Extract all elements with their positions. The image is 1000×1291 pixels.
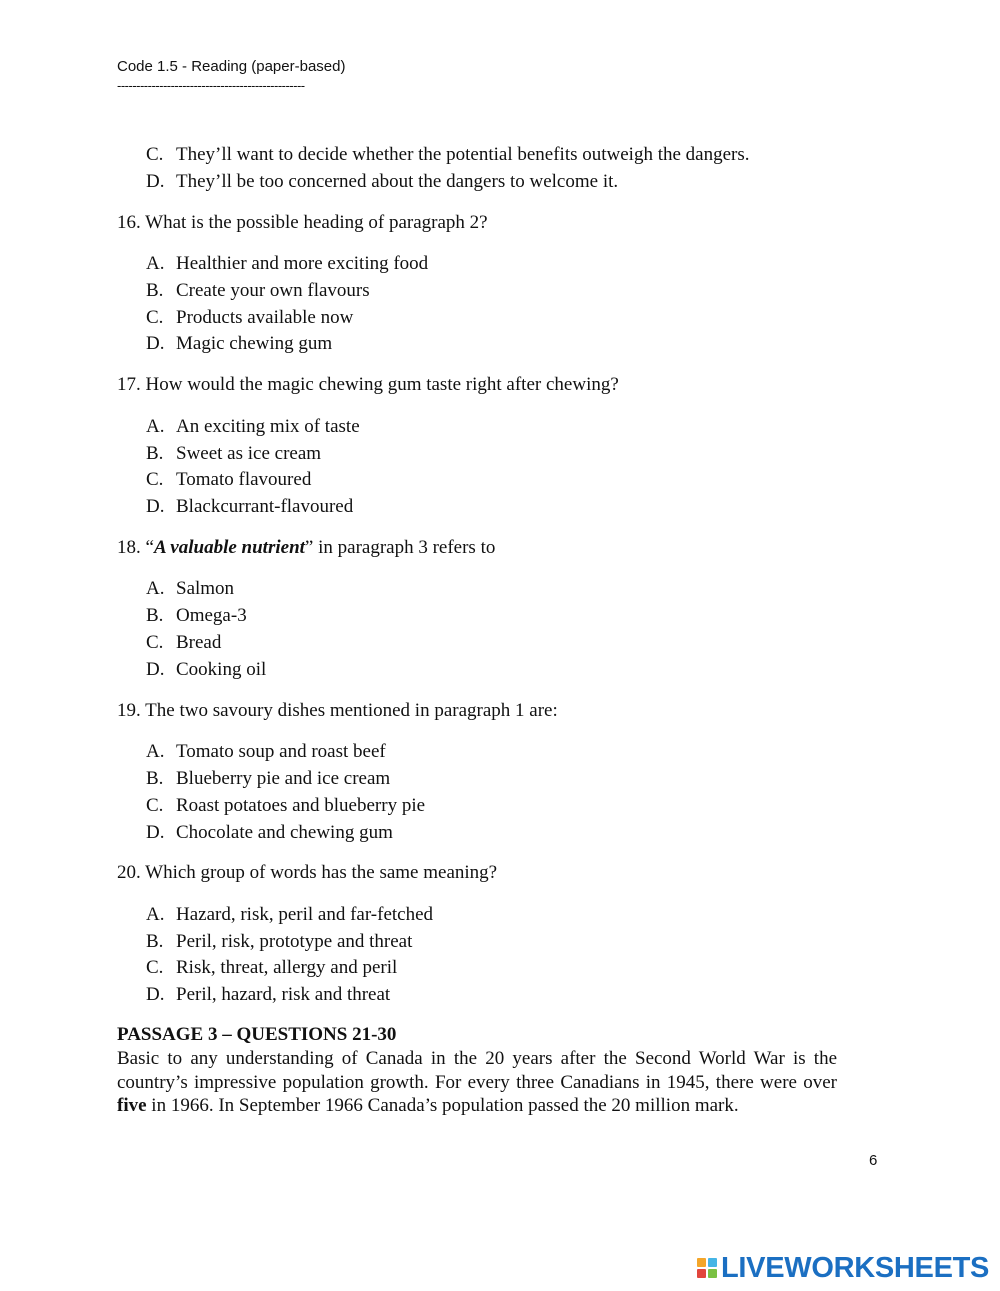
- option-20-b[interactable]: B. Peril, risk, prototype and threat: [146, 930, 413, 952]
- bold-word: five: [117, 1095, 147, 1117]
- option-19-d[interactable]: D. Chocolate and chewing gum: [146, 821, 393, 843]
- logo-grid-icon: [697, 1258, 717, 1278]
- question-18: 18. “A valuable nutrient” in paragraph 3 refers to: [117, 536, 496, 558]
- question-18-options: [117, 576, 837, 683]
- quoted-phrase: A valuable nutrient: [153, 536, 305, 558]
- option-18-a[interactable]: A. Salmon: [146, 578, 235, 600]
- logo-text: LIVEWORKSHEETS: [721, 1251, 990, 1284]
- option-18-b[interactable]: B. Omega-3: [146, 605, 247, 627]
- option-19-b[interactable]: B. Blueberry pie and ice cream: [146, 767, 391, 789]
- document-code: Code 1.5 - Reading (paper-based): [117, 58, 346, 75]
- option-16-b[interactable]: B. Create your own flavours: [146, 279, 370, 301]
- question-19-options: [117, 739, 837, 846]
- option-18-d[interactable]: D. Cooking oil: [146, 658, 267, 680]
- header-rule: -------------------------------------------------: [117, 78, 305, 93]
- question-17-options: [117, 414, 837, 521]
- question-20: 20. Which group of words has the same meaning?: [117, 862, 498, 884]
- logo-square-icon: [708, 1258, 717, 1267]
- page-number: 6: [869, 1152, 878, 1169]
- question-17: 17. How would the magic chewing gum taste right after chewing?: [117, 374, 619, 396]
- option-17-b[interactable]: B. Sweet as ice cream: [146, 442, 322, 464]
- option-19-a[interactable]: A. Tomato soup and roast beef: [146, 741, 386, 763]
- option-20-c[interactable]: C. Risk, threat, allergy and peril: [146, 957, 398, 979]
- passage-title: PASSAGE 3 – QUESTIONS 21-30: [117, 1024, 397, 1046]
- option-19-c[interactable]: C. Roast potatoes and blueberry pie: [146, 794, 426, 816]
- page-header: [117, 58, 345, 91]
- logo-square-icon: [697, 1269, 706, 1278]
- question-16: 16. What is the possible heading of paragraph 2?: [117, 211, 488, 233]
- question-15-options: [117, 142, 837, 196]
- option-16-c[interactable]: C. Products available now: [146, 306, 354, 328]
- option-17-a[interactable]: A. An exciting mix of taste: [146, 415, 360, 437]
- option-15-c[interactable]: C. They’ll want to decide whether the potential benefits outweigh the dangers.: [146, 144, 750, 165]
- worksheet-content: [117, 142, 837, 1118]
- option-18-c[interactable]: C. Bread: [146, 632, 222, 654]
- option-16-a[interactable]: A. Healthier and more exciting food: [146, 253, 429, 275]
- logo-square-icon: [697, 1258, 706, 1267]
- question-20-options: [117, 902, 837, 1009]
- option-20-a[interactable]: A. Hazard, risk, peril and far-fetched: [146, 903, 434, 925]
- option-15-d[interactable]: D. They’ll be too concerned about the dangers to welcome it.: [146, 170, 619, 192]
- question-16-options: [117, 251, 837, 358]
- passage-text: Basic to any understanding of Canada in the 20 years after the Second World War is the country’s impressive population growth. For every three Canadians in 1945, there were over five in 1966. In September 1966 Canada’s population passed the 20 million mark.: [117, 1048, 837, 1117]
- option-16-d[interactable]: D. Magic chewing gum: [146, 333, 333, 355]
- liveworksheets-logo[interactable]: [697, 1252, 989, 1284]
- option-17-c[interactable]: C. Tomato flavoured: [146, 469, 312, 491]
- logo-square-icon: [708, 1269, 717, 1278]
- question-19: 19. The two savoury dishes mentioned in paragraph 1 are:: [117, 699, 558, 721]
- option-17-d[interactable]: D. Blackcurrant-flavoured: [146, 496, 354, 518]
- option-20-d[interactable]: D. Peril, hazard, risk and threat: [146, 984, 391, 1006]
